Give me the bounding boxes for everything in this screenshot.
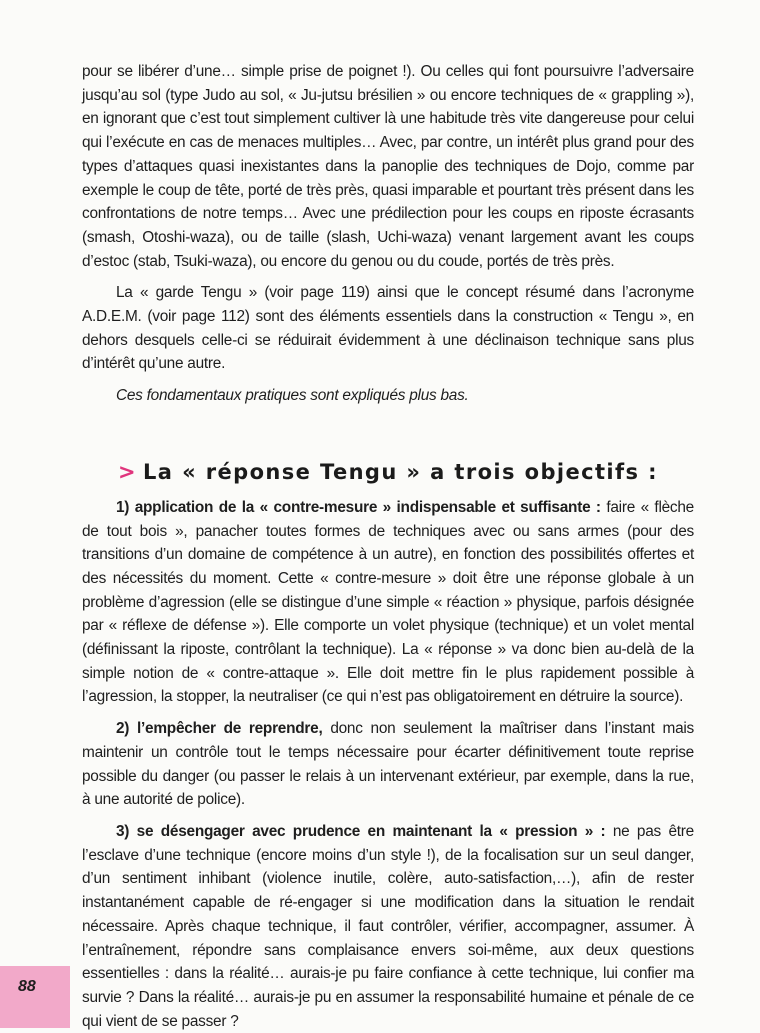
heading-text: La « réponse Tengu » a trois objectifs : xyxy=(143,459,658,484)
objective-1-lead: 1) application de la « contre-mesure » indispensable et suffisante : xyxy=(116,498,601,516)
paragraph-garde-tengu: La « garde Tengu » (voir page 119) ainsi que le concept résumé dans l’acronyme A.D.E.M. (voir page 112) sont des éléments essentiels dans la construction « Tengu », en dehors desquels celle-ci se réduirait évidemment à une déclinaison technique sans plus d’intérêt qu’une autre. xyxy=(82,284,694,373)
objective-3-lead: 3) se désengager avec prudence en maintenant la « pression » : xyxy=(116,822,606,840)
objective-3-body: ne pas être l’esclave d’une technique (encore moins d’un style !), de la focalisation sur un seul danger, d’un sentiment inhibant (violence inutile, colère, auto-satisfaction,…), afin de rester instantanément capable de ré-engager si une modification dans la situation le rendait nécessaire. Après chaque technique, il faut contrôler, vérifier, accompagner, assumer. À l’entraînement, répondre sans complaisance envers soi-même, aux deux questions essentielles : dans la réalité… aurais-je pu faire confiance à cette technique, lui confier ma survie ? Dans la réalité… aurais-je pu en assumer la responsabilité humaine et pénale de ce qui vient de se passer ? xyxy=(82,822,694,1030)
objective-3 xyxy=(82,820,694,1033)
objective-2-lead: 2) l’empêcher de reprendre, xyxy=(116,720,323,738)
page-number-tab xyxy=(0,966,70,1028)
objective-1-body: faire « flèche de tout bois », panacher toutes formes de techniques avec ou sans armes (pour des transitions d’un domaine de compétence à un autre), en fonction des possibilités offertes et des nécessités du moment. Cette « contre-mesure » doit être une réponse globale à un problème d’agression (elle se distingue d’une simple « réaction » physique, parfois désignée par « réflexe de défense »). Elle comporte un volet physique (technique) et un volet mental (définissant la riposte, contrôlant la technique). La « réponse » va donc bien au-delà de la simple notion de « contre-attaque ». Elle doit mettre fin le plus rapidement possible à l’agression, la stopper, la neutraliser (ce qui n’est pas obligatoirement en détruire la source). xyxy=(82,498,694,706)
objective-1 xyxy=(82,496,694,709)
page-number: 88 xyxy=(18,978,36,995)
objective-2-body: donc non seulement la maîtriser dans l’instant mais maintenir un contrôle tout le temps nécessaire pour écarter définitivement toute reprise possible du danger (ou passer le relais à un intervenant extérieur, par exemple, dans la rue, à une autorité de police). xyxy=(82,720,694,809)
objective-2 xyxy=(82,717,694,812)
paragraph-continuation: pour se libérer d’une… simple prise de poignet !). Ou celles qui font poursuivre l’adversaire jusqu’au sol (type Judo au sol, « Ju-jutsu brésilien » ou encore techniques de « grappling »), en ignorant que c’est tout simplement cultiver là une habitude très vite dangereuse pour celui qui l’exécute en cas de menaces multiples… Avec, par contre, un intérêt plus grand pour des types d’attaques quasi inexistantes dans la panoplie des techniques de Dojo, comme par exemple le coup de tête, porté de très près, quasi imparable et pourtant très présent dans les confrontations de notre temps… Avec une prédilection pour les coups en riposte écrasants (smash, Otoshi-waza), ou de taille (slash, Uchi-waza) venant largement avant les coups d’estoc (stab, Tsuki-waza), ou encore du genou ou du coude, portés de très près. xyxy=(82,63,694,270)
paragraph-note: Ces fondamentaux pratiques sont expliqués plus bas. xyxy=(116,387,469,405)
heading-marker: > xyxy=(118,459,137,484)
page-body xyxy=(82,60,694,1033)
section-heading xyxy=(118,460,694,484)
